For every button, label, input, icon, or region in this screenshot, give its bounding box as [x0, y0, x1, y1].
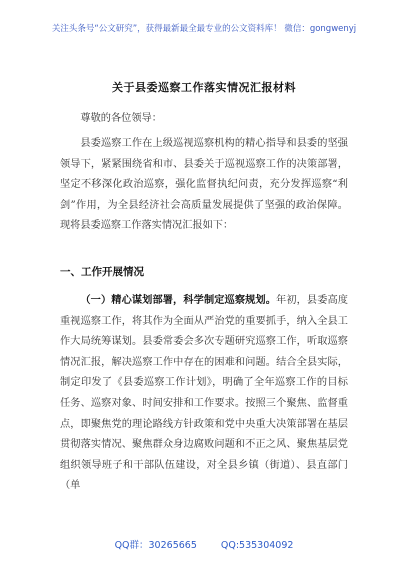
subsection-lead: （一）精心谋划部署，科学制定巡察规划。 — [80, 294, 277, 306]
subsection-paragraph — [60, 290, 348, 497]
subsection-body: 年初，县委高度重视巡察工作，将其作为全面从严治党的重要抓手，纳入全县工作大局统筹谋划。县委常委会多次专题研究巡察工作，听取巡察情况汇报，解决巡察工作中存在的困难和问题。结合全县实际，制定印发了《县委巡察工作计划》，明确了全年巡察工作的目标任务、巡察对象、时间安排和工作要求。按照三个聚焦、监督重点，即聚焦党的理论路线方针政策和党中央重大决策部署在基层贯彻落实情况、聚焦群众身边腐败问题和不正之风、聚焦基层党组织领导班子和干部队伍建设，对全县乡镇（街道）、县直部门（单 — [60, 295, 348, 492]
salutation: 尊敬的各位领导： — [80, 113, 162, 124]
header-banner: 关注头条号“公文研究”，获得最新最全最专业的公文资料库！ 微信：gongwenyj — [51, 24, 357, 34]
intro-paragraph: 县委巡察工作在上级巡视巡察机构的精心指导和县委的坚强领导下，紧紧围绕省和市、县委关于巡视巡察工作的决策部署，坚定不移深化政治巡察，强化监督执纪问责，充分发挥巡察“利剑”作用，为全县经济社会高质量发展提供了坚强的政治保障。现将县委巡察工作落实情况汇报如下： — [60, 138, 348, 232]
qq-text: QQ:535304092 — [220, 540, 294, 551]
qq-group-text: QQ群：30265665 — [114, 540, 197, 551]
document-title: 关于县委巡察工作落实情况汇报材料 — [112, 81, 296, 94]
footer-contact — [0, 537, 408, 551]
section-heading: 一、工作开展情况 — [60, 266, 144, 278]
